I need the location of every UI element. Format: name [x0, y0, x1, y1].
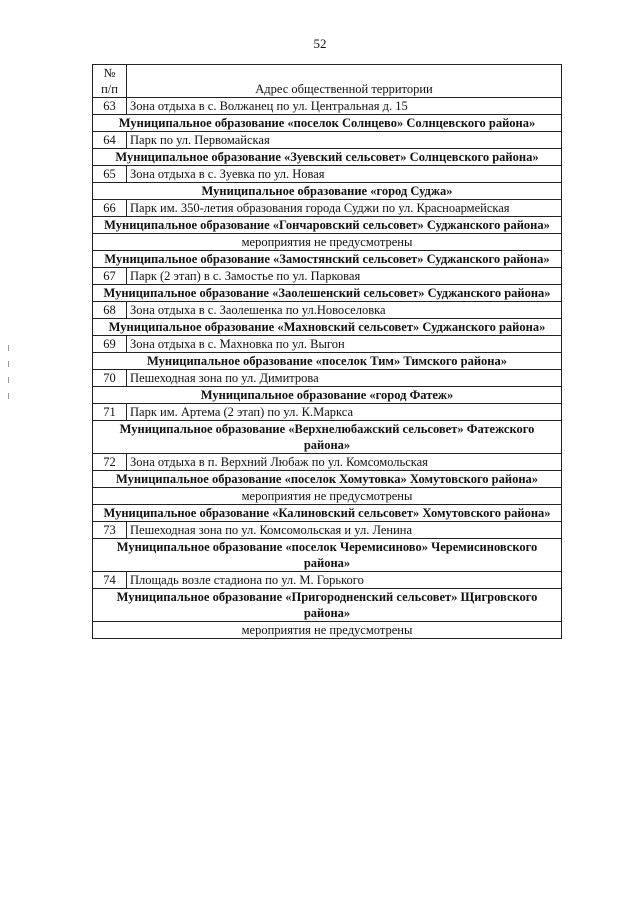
note-row [93, 234, 562, 251]
table-row [93, 404, 562, 421]
table-row [93, 522, 562, 539]
row-address: Парк им. 350-летия образования города Суджи по ул. Красноармейская [127, 200, 562, 217]
note-text: мероприятия не предусмотрены [93, 622, 562, 639]
table-row [93, 166, 562, 183]
note-row [93, 488, 562, 505]
section-row [93, 319, 562, 336]
row-number: 63 [93, 98, 127, 115]
row-address: Зона отдыха в с. Зуевка по ул. Новая [127, 166, 562, 183]
margin-mark [8, 377, 9, 383]
margin-mark [8, 345, 9, 351]
section-row [93, 183, 562, 200]
header-address-cell: Адрес общественной территории [127, 65, 562, 98]
row-address: Площадь возле стадиона по ул. М. Горького [127, 572, 562, 589]
section-row [93, 251, 562, 268]
section-title: Муниципальное образование «Калиновский сельсовет» Хомутовского района» [93, 505, 562, 522]
margin-mark [8, 393, 9, 399]
section-title: Муниципальное образование «Верхнелюбажский сельсовет» Фатежского района» [93, 421, 562, 454]
header-num-cell [93, 65, 127, 98]
table-row [93, 98, 562, 115]
row-number: 67 [93, 268, 127, 285]
section-title: Муниципальное образование «поселок Солнцево» Солнцевского района» [93, 115, 562, 132]
section-title: Муниципальное образование «поселок Хомутовка» Хомутовского района» [93, 471, 562, 488]
section-title: Муниципальное образование «поселок Черемисиново» Черемисиновского района» [93, 539, 562, 572]
note-row [93, 622, 562, 639]
row-number: 66 [93, 200, 127, 217]
header-num-line2: п/п [101, 82, 118, 96]
section-row [93, 421, 562, 454]
row-number: 74 [93, 572, 127, 589]
note-text: мероприятия не предусмотрены [93, 488, 562, 505]
margin-mark [8, 361, 9, 367]
row-address: Парк по ул. Первомайская [127, 132, 562, 149]
section-row [93, 589, 562, 622]
territory-table [92, 64, 562, 639]
row-number: 72 [93, 454, 127, 471]
margin-marks [8, 345, 10, 409]
section-row [93, 149, 562, 166]
table-row [93, 268, 562, 285]
row-number: 73 [93, 522, 127, 539]
section-row [93, 387, 562, 404]
row-address: Парк им. Артема (2 этап) по ул. К.Маркса [127, 404, 562, 421]
section-title: Муниципальное образование «Зуевский сельсовет» Солнцевского района» [93, 149, 562, 166]
table-row [93, 370, 562, 387]
section-row [93, 285, 562, 302]
section-title: Муниципальное образование «Пригородненский сельсовет» Щигровского района» [93, 589, 562, 622]
row-number: 69 [93, 336, 127, 353]
section-title: Муниципальное образование «Гончаровский сельсовет» Суджанского района» [93, 217, 562, 234]
section-row [93, 353, 562, 370]
section-row [93, 217, 562, 234]
header-num-line1: № [103, 66, 116, 80]
row-number: 71 [93, 404, 127, 421]
table-row [93, 132, 562, 149]
table-row [93, 336, 562, 353]
row-address: Зона отдыха в п. Верхний Любаж по ул. Комсомольская [127, 454, 562, 471]
table-row [93, 572, 562, 589]
section-row [93, 539, 562, 572]
section-row [93, 471, 562, 488]
section-row [93, 505, 562, 522]
section-title: Муниципальное образование «поселок Тим» Тимского района» [93, 353, 562, 370]
row-address: Пешеходная зона по ул. Комсомольская и ул. Ленина [127, 522, 562, 539]
section-title: Муниципальное образование «город Фатеж» [93, 387, 562, 404]
row-address: Пешеходная зона по ул. Димитрова [127, 370, 562, 387]
note-text: мероприятия не предусмотрены [93, 234, 562, 251]
row-address: Зона отдыха в с. Заолешенка по ул.Новоселовка [127, 302, 562, 319]
section-title: Муниципальное образование «Махновский сельсовет» Суджанского района» [93, 319, 562, 336]
row-number: 70 [93, 370, 127, 387]
section-title: Муниципальное образование «Замостянский сельсовет» Суджанского района» [93, 251, 562, 268]
table-row [93, 454, 562, 471]
row-address: Зона отдыха в с. Волжанец по ул. Центральная д. 15 [127, 98, 562, 115]
row-number: 65 [93, 166, 127, 183]
section-title: Муниципальное образование «Заолешенский сельсовет» Суджанского района» [93, 285, 562, 302]
table-header-row [93, 65, 562, 98]
row-address: Парк (2 этап) в с. Замостье по ул. Парковая [127, 268, 562, 285]
section-row [93, 115, 562, 132]
row-number: 68 [93, 302, 127, 319]
table-row [93, 302, 562, 319]
section-title: Муниципальное образование «город Суджа» [93, 183, 562, 200]
row-number: 64 [93, 132, 127, 149]
page-number: 52 [313, 36, 327, 51]
table-row [93, 200, 562, 217]
row-address: Зона отдыха в с. Махновка по ул. Выгон [127, 336, 562, 353]
